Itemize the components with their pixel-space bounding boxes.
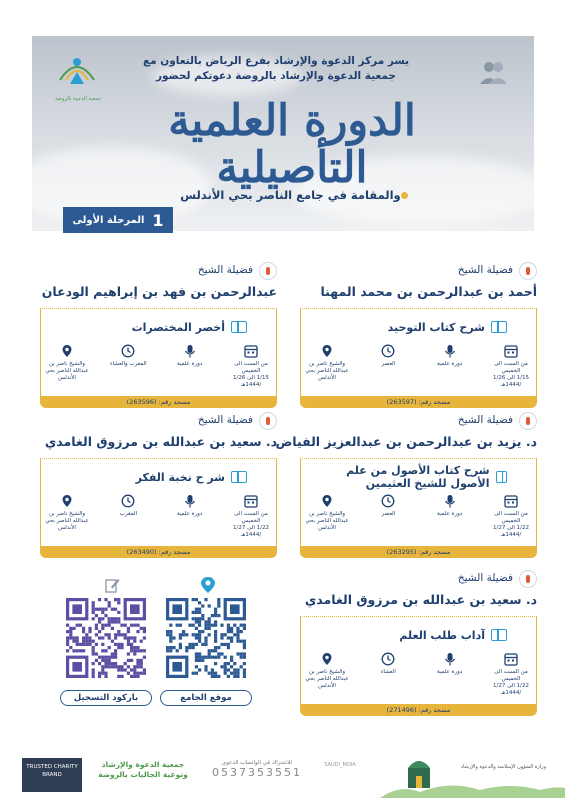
page-title: الدورة العلمية التأصيلية xyxy=(168,96,416,194)
mosque-icon xyxy=(405,754,433,790)
course-details xyxy=(45,494,273,539)
qr-code-icon[interactable] xyxy=(166,598,246,678)
course-title xyxy=(130,468,253,486)
microphone-icon xyxy=(443,344,457,358)
card-divider xyxy=(300,308,537,310)
mosque-location-label[interactable]: موقع الجامع xyxy=(160,690,252,706)
microphone-icon xyxy=(183,494,197,508)
social-handle[interactable]: SAUDI_MOIA xyxy=(324,762,356,768)
detail-time xyxy=(106,494,150,539)
location-pin-icon xyxy=(320,344,334,358)
book-icon xyxy=(231,471,247,483)
venue-text: والمقامة في جامع الناصر بحي الأندلس xyxy=(180,188,401,202)
trusted-text: TRUSTED CHARITY BRAND xyxy=(26,764,78,778)
time-text: العصر xyxy=(381,361,396,367)
time-text: المغرب والعشاء xyxy=(110,361,147,367)
dates-text: 1/22 الى 1/27 /1444هـ xyxy=(232,525,269,538)
days-text: من السبت الى الخميس xyxy=(494,511,528,524)
dates-text: 1/15 الى 1/26 /1444هـ xyxy=(492,375,529,388)
lamp-icon xyxy=(519,412,537,430)
detail-days xyxy=(489,494,533,539)
sheikh-name: د. سعيد بن عبدالله بن مرزوق الغامدي xyxy=(44,434,277,449)
course-details xyxy=(305,494,533,539)
users-icon xyxy=(478,58,508,86)
footer xyxy=(0,740,565,800)
card-divider xyxy=(40,308,277,310)
clock-icon xyxy=(381,652,395,666)
place-text: والشيخ ناصر بن عبدالله الناصر بحي الأندلس xyxy=(305,669,349,689)
days-text: من السبت الى الخميس xyxy=(234,511,268,524)
sheikh-label: فضيلة الشيخ xyxy=(457,414,513,426)
trusted-badge xyxy=(22,758,82,792)
microphone-icon xyxy=(443,494,457,508)
calendar-icon xyxy=(504,494,518,508)
course-name: آداب طلب العلم xyxy=(399,628,485,642)
calendar-icon xyxy=(504,652,518,666)
days-text: من السبت الى الخميس xyxy=(494,669,528,682)
book-icon xyxy=(496,471,507,483)
type-text: دورة علمية xyxy=(437,511,463,517)
detail-type xyxy=(168,344,212,389)
course-name: شر ح نخبة الفكر xyxy=(135,470,225,484)
whatsapp-caption: للاشتراك في الواتساب الدعوي xyxy=(221,760,293,766)
sheikh-name: د. يزيد بن عبدالرحمن بن عبدالعزيز الفياض xyxy=(275,434,537,449)
place-text: والشيخ ناصر بن عبدالله الناصر بحي الأندلس xyxy=(305,361,349,381)
course-title xyxy=(300,464,513,490)
lamp-icon xyxy=(259,262,277,280)
ministry-name: وزارة الشؤون الإسلامية والدعوة والإرشاد xyxy=(460,764,546,770)
course-card xyxy=(300,262,537,412)
course-card xyxy=(40,262,277,412)
header-banner xyxy=(32,36,534,231)
calendar-icon xyxy=(244,344,258,358)
place-text: والشيخ ناصر بن عبدالله الناصر بحي الأندلس xyxy=(45,361,89,381)
detail-days xyxy=(489,652,533,697)
whatsapp-block xyxy=(212,760,302,779)
clock-icon xyxy=(121,344,135,358)
dates-text: 1/22 الى 1/27 /1444هـ xyxy=(492,683,529,696)
whatsapp-number[interactable]: 0537353551 xyxy=(212,766,302,779)
intro-text xyxy=(96,54,456,84)
edit-icon xyxy=(104,576,120,594)
detail-place xyxy=(45,494,89,539)
microphone-icon xyxy=(443,652,457,666)
type-text: دورة علمية xyxy=(177,511,203,517)
sheikh-name: د. سعيد بن عبدالله بن مرزوق الغامدي xyxy=(304,592,537,607)
location-pin-icon xyxy=(200,576,216,594)
clock-icon xyxy=(381,344,395,358)
detail-time xyxy=(106,344,150,389)
course-details xyxy=(305,344,533,389)
detail-place xyxy=(305,344,349,389)
book-icon xyxy=(231,321,247,333)
phase-label: المرحلة الأولى xyxy=(72,214,145,226)
bullet-dot xyxy=(401,192,408,199)
days-text: من السبت الى الخميس xyxy=(494,361,528,374)
time-text: العصر xyxy=(381,511,396,517)
course-name: شرح كتاب التوحيد xyxy=(387,320,485,334)
intro-line-2: جمعية الدعوة والإرشاد بالروضة دعوتكم لحضور xyxy=(156,70,396,82)
calendar-icon xyxy=(244,494,258,508)
card-divider xyxy=(300,616,537,618)
detail-type xyxy=(428,494,472,539)
detail-place xyxy=(45,344,89,389)
sheikh-name: عبدالرحمن بن فهد بن إبراهيم الودعان xyxy=(41,284,277,299)
phase-number: 1 xyxy=(152,210,164,230)
clock-icon xyxy=(121,494,135,508)
course-title xyxy=(126,318,253,336)
type-text: دورة علمية xyxy=(437,669,463,675)
lamp-icon xyxy=(259,412,277,430)
dates-text: 1/15 الى 1/26 /1444هـ xyxy=(232,375,269,388)
time-text: المغرب xyxy=(119,511,137,517)
sheikh-name: أحمد بن عبدالرحمن بن محمد المهنا xyxy=(320,284,537,299)
lamp-icon xyxy=(519,570,537,588)
course-title xyxy=(382,318,513,336)
course-name: شرح كتاب الأصول من علم الأصول للشيخ العثيمين xyxy=(346,464,490,490)
location-pin-icon xyxy=(320,494,334,508)
detail-days xyxy=(229,344,273,389)
register-qr[interactable] xyxy=(60,598,152,703)
course-name: أخصر المختصرات xyxy=(131,320,225,334)
course-card xyxy=(300,570,537,720)
registration-number: مسجد رقم: (271496) xyxy=(300,704,537,716)
registration-number: مسجد رقم: (263596) xyxy=(40,396,277,408)
time-text: العشاء xyxy=(380,669,396,675)
location-pin-icon xyxy=(60,344,74,358)
course-details xyxy=(305,652,533,697)
mosque-qr[interactable] xyxy=(160,598,252,703)
lamp-icon xyxy=(519,262,537,280)
type-text: دورة علمية xyxy=(177,361,203,367)
card-divider xyxy=(300,458,537,460)
dates-text: 1/22 الى 1/27 /1444هـ xyxy=(492,525,529,538)
registration-number: مسجد رقم: (263597) xyxy=(300,396,537,408)
register-label[interactable]: باركود التسجيل xyxy=(60,690,152,706)
type-text: دورة علمية xyxy=(437,361,463,367)
footer-org-name: جمعية الدعوة والإرشاد وتوعية الجاليات بالروضة xyxy=(98,760,188,779)
detail-type xyxy=(428,344,472,389)
place-text: والشيخ ناصر بن عبدالله الناصر بحي الأندلس xyxy=(45,511,89,531)
detail-type xyxy=(168,494,212,539)
registration-number: مسجد رقم: (263490) xyxy=(40,546,277,558)
calendar-icon xyxy=(504,344,518,358)
card-divider xyxy=(40,458,277,460)
sheikh-label: فضيلة الشيخ xyxy=(197,264,253,276)
detail-time xyxy=(366,652,410,697)
detail-place xyxy=(305,494,349,539)
registration-number: مسجد رقم: (263295) xyxy=(300,546,537,558)
sheikh-label: فضيلة الشيخ xyxy=(197,414,253,426)
days-text: من السبت الى الخميس xyxy=(234,361,268,374)
clock-icon xyxy=(381,494,395,508)
course-title xyxy=(393,626,513,644)
detail-days xyxy=(489,344,533,389)
course-card xyxy=(275,412,537,562)
sheikh-label: فضيلة الشيخ xyxy=(457,264,513,276)
detail-type xyxy=(428,652,472,697)
intro-line-1: يسر مركز الدعوة والإرشاد بفرع الرياض بالتعاون مع xyxy=(142,55,410,67)
association-logo-icon xyxy=(52,50,102,96)
book-icon xyxy=(491,629,507,641)
detail-time xyxy=(366,494,410,539)
detail-time xyxy=(366,344,410,389)
detail-days xyxy=(229,494,273,539)
book-icon xyxy=(491,321,507,333)
venue-subtitle xyxy=(172,188,422,202)
place-text: والشيخ ناصر بن عبدالله الناصر بحي الأندلس xyxy=(305,511,349,531)
detail-place xyxy=(305,652,349,697)
sheikh-label: فضيلة الشيخ xyxy=(457,572,513,584)
course-details xyxy=(45,344,273,389)
location-pin-icon xyxy=(60,494,74,508)
phase-badge xyxy=(63,207,173,233)
qr-code-icon[interactable] xyxy=(66,598,146,678)
logo-caption: جمعية الدعوة بالروضة xyxy=(54,96,102,102)
location-pin-icon xyxy=(320,652,334,666)
microphone-icon xyxy=(183,344,197,358)
course-card xyxy=(40,412,277,562)
